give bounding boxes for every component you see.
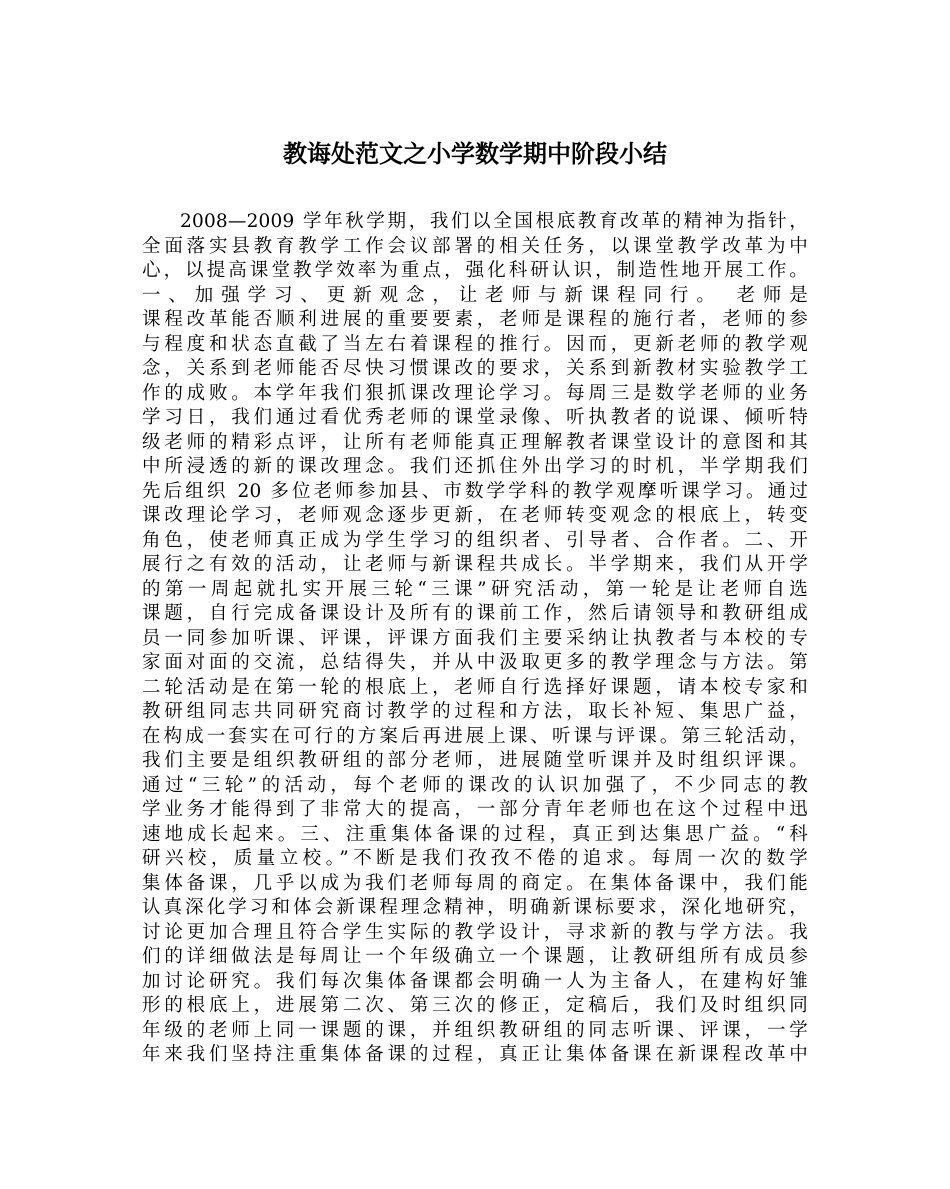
- body-text-line: 讨论更加合理且符合学生实际的教学设计，寻求新的教与学方法。我: [142, 921, 808, 943]
- body-text-line: 学业务才能得到了非常大的提高，一部分青年老师也在这个过程中迅: [142, 799, 808, 820]
- body-text-line: 认真深化学习和体会新课程理念精神，明确新课标要求，深化地研究，: [142, 897, 808, 918]
- body-text-line: 通过“三轮”的活动，每个老师的课改的认识加强了，不少同志的教: [142, 774, 808, 796]
- body-text-line: 我们主要是组织教研组的部分老师，进展随堂听课并及时组织评课。: [142, 750, 808, 771]
- document-title: 教诲处范文之小学数学期中阶段小结: [283, 139, 667, 168]
- document-body: [142, 210, 808, 1068]
- body-text-line: 与程度和状态直截了当左右着课程的推行。因而，更新老师的教学观: [142, 333, 808, 355]
- body-text-line: 研兴校，质量立校。”不断是我们孜孜不倦的追求。每周一次的数学: [142, 848, 808, 869]
- body-text-line: 学习日，我们通过看优秀老师的课堂录像、听执教者的说课、倾听特: [142, 407, 808, 428]
- body-text-line: 的第一周起就扎实开展三轮“三课”研究活动，第一轮是让老师自选: [142, 578, 808, 600]
- body-text-line: 先后组织 20 多位老师参加县、市数学学科的教学观摩听课学习。通过: [142, 480, 808, 502]
- body-text-line: 角色，使老师真正成为学生学习的组织者、引导者、合作者。二、开: [142, 529, 808, 551]
- body-text-line: 课改理论学习，老师观念逐步更新，在老师转变观念的根底上，转变: [142, 505, 808, 526]
- body-text-line: 教研组同志共同研究商讨教学的过程和方法，取长补短、集思广益，: [142, 701, 808, 722]
- body-text-line: 速地成长起来。三、注重集体备课的过程，真正到达集思广益。“科: [142, 823, 808, 845]
- body-text-line: 二轮活动是在第一轮的根底上，老师自行选择好课题，请本校专家和: [142, 676, 808, 698]
- body-text-line: 集体备课，几乎以成为我们老师每周的商定。在集体备课中，我们能: [142, 872, 808, 894]
- body-text-line: 家面对面的交流，总结得失，并从中汲取更多的教学理念与方法。第: [142, 652, 808, 673]
- body-text-line: 一、加强学习、更新观念，让老师与新课程同行。 老师是: [142, 284, 808, 306]
- body-text-line: 加讨论研究。我们每次集体备课都会明确一人为主备人，在建构好雏: [142, 970, 808, 992]
- body-text-line: 级老师的精彩点评，让所有老师能真正理解教者课堂设计的意图和其: [142, 431, 808, 453]
- body-text-line: 作的成败。本学年我们狠抓课改理论学习。每周三是数学老师的业务: [142, 382, 808, 404]
- body-text-line: 在构成一套实在可行的方案后再进展上课、听课与评课。第三轮活动，: [142, 725, 808, 747]
- body-text-line: 形的根底上，进展第二次、第三次的修正，定稿后，我们及时组织同: [142, 995, 808, 1016]
- body-text-line: 念，关系到老师能否尽快习惯课改的要求，关系到新教材实验教学工: [142, 358, 808, 379]
- body-text-line: 全面落实县教育教学工作会议部署的相关任务，以课堂教学改革为中: [142, 235, 808, 257]
- body-text-line: 年来我们坚持注重集体备课的过程，真正让集体备课在新课程改革中: [142, 1044, 808, 1065]
- body-text-line: 们的详细做法是每周让一个年级确立一个课题，让教研组所有成员参: [142, 946, 808, 967]
- body-text-line: 心，以提高课堂教学效率为重点，强化科研认识，制造性地开展工作。: [142, 260, 808, 281]
- body-text-line: 课程改革能否顺利进展的重要要素，老师是课程的施行者，老师的参: [142, 309, 808, 330]
- body-text-line: 展行之有效的活动，让老师与新课程共成长。半学期来，我们从开学: [142, 554, 808, 575]
- body-text-line: 中所浸透的新的课改理念。我们还抓住外出学习的时机，半学期我们: [142, 456, 808, 477]
- body-text-line: 员一同参加听课、评课，评课方面我们主要采纳让执教者与本校的专: [142, 627, 808, 649]
- body-text-line: 年级的老师上同一课题的课，并组织教研组的同志听课、评课，一学: [142, 1019, 808, 1041]
- body-text-line: 2008—2009 学年秋学期，我们以全国根底教育改革的精神为指针，: [180, 211, 808, 232]
- body-text-line: 课题，自行完成备课设计及所有的课前工作，然后请领导和教研组成: [142, 603, 808, 624]
